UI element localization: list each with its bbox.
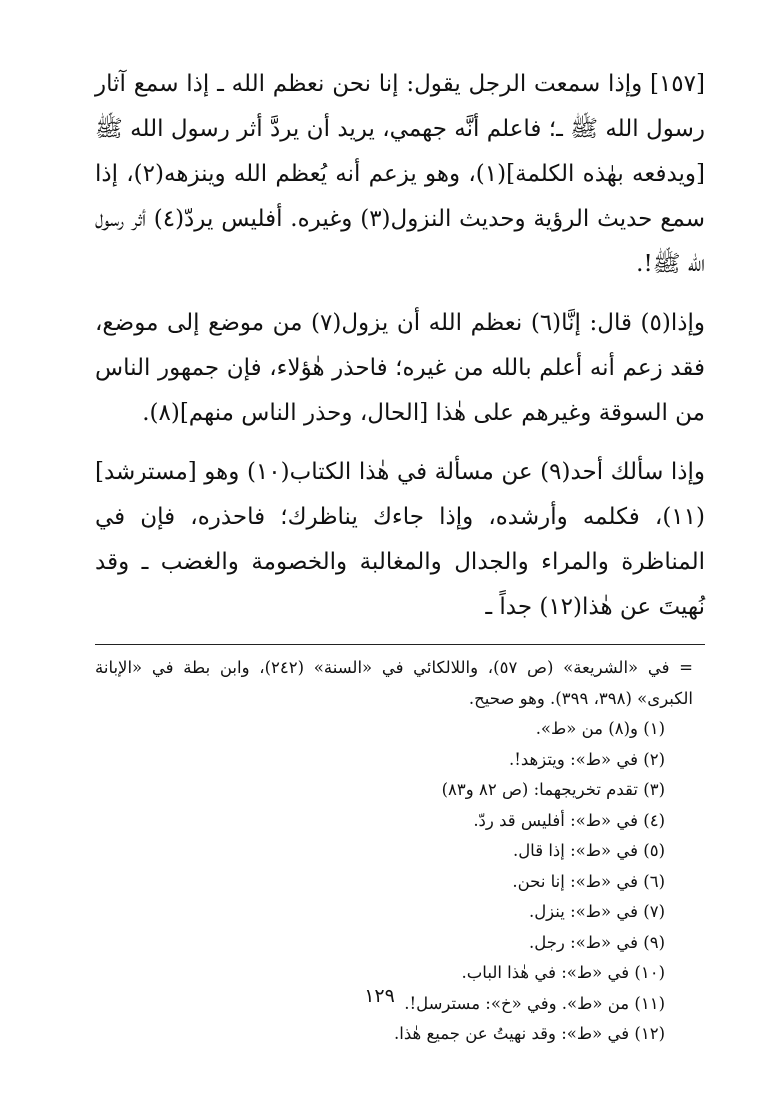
main-text	[95, 62, 705, 630]
footnote-item: (٧) في «ط»: ينزل.	[528, 902, 665, 921]
page-number: ١٢٩	[364, 985, 395, 1007]
footnote-item: (٢) في «ط»: ويتزهد!.	[508, 749, 665, 769]
footnote-item: (١٠) في «ط»: في هٰذا الباب.	[461, 963, 665, 982]
footnote-divider	[95, 644, 705, 645]
footnote-continuation: = في «الشريعة» (ص ٥٧)، واللالكائي في «السنة» (٢٤٢)، وابن بطة في «الإبانة الكبرى» (٣٩٨، ٣٩٩). وهو صحيح.	[95, 658, 693, 708]
paragraph: وإذا سألك أحد(٩) عن مسألة في هٰذا الكتاب(١٠) وهو [مسترشد](١١)، فكلمه وأرشده، وإذا جاءك يناظرك؛ فاحذره، فإن في المناظرة والمراء والجدال والمغالبة والخصومة والغضب ـ وقد نُهيتَ عن هٰذا(١٢) جداً ـ	[95, 459, 706, 620]
footnote-item: (٩) في «ط»: رجل.	[528, 932, 665, 952]
book-page	[95, 62, 705, 1050]
footnote-item: (٥) في «ط»: إذا قال.	[512, 841, 665, 860]
footnote-item: (١) و(٨) من «ط».	[535, 719, 665, 738]
footnote-item: (١٢) في «ط»: وقد نهيتُ عن جميع هٰذا.	[394, 1024, 665, 1043]
paragraph: وإذا(٥) قال: إنَّا(٦) نعظم الله أن يزول(٧) من موضع إلى موضع، فقد زعم أنه أعلم بالله من غيره؛ فاحذر هٰؤلاء، فإن جمهور الناس من السوقة وغيرهم على هٰذا [الحال، وحذر الناس منهم](٨).	[95, 310, 705, 426]
paragraph: [١٥٧] وإذا سمعت الرجل يقول: إنا نحن نعظم الله ـ إذا سمع آثار رسول الله ﷺ ـ؛ فاعلم أنَّه جهمي، يريد أن يردَّ أثر رسول الله ﷺ [ويدفعه بهٰذه الكلمة](١)، وهو يزعم أنه يُعظم الله وينزهه(٢)، إذا سمع حديث الرؤية وحديث النزول(٣) وغيره. أفليس يردّ(٤) أثر رسول الله ﷺ!.	[95, 71, 706, 277]
footnote-item: (٤) في «ط»: أفليس قد ردّ.	[473, 810, 665, 830]
footnote-item: (١١) من «ط». وفي «خ»: مسترسل!.	[404, 993, 665, 1013]
footnote-item: (٦) في «ط»: إنا نحن.	[512, 871, 665, 891]
footnote-item: (٣) تقدم تخريجهما: (ص ٨٢ و٨٣)	[441, 780, 665, 799]
